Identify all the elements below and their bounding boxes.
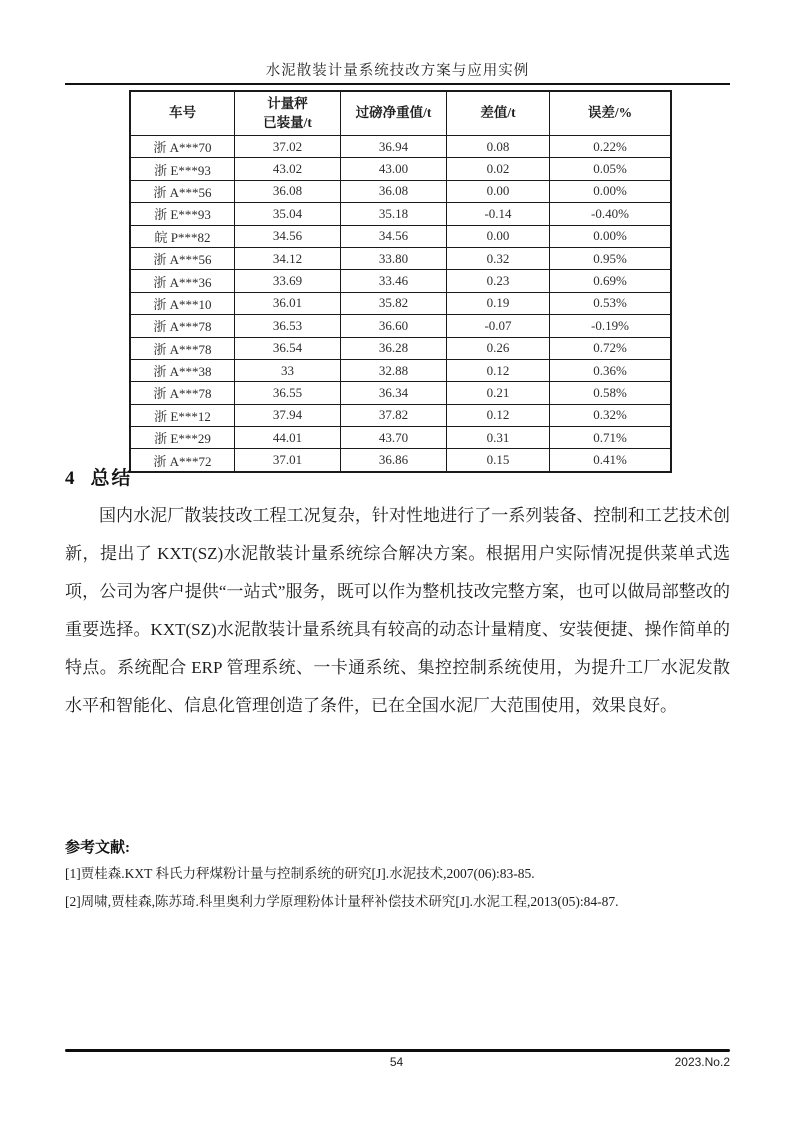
table-row (130, 404, 671, 426)
table-cell: 44.01 (235, 427, 341, 449)
table-row (130, 203, 671, 225)
table-cell: 32.88 (341, 359, 447, 381)
section-heading (65, 463, 133, 490)
column-header-vehicle-number: 车号 (130, 91, 235, 136)
table-cell: 0.69% (550, 270, 672, 292)
table-cell: -0.40% (550, 203, 672, 225)
table-row (130, 180, 671, 202)
column-header-scale-line2: 已装量/t (263, 114, 312, 130)
reference-item: [1]贾桂森.KXT 科氏力秤煤粉计量与控制系统的研究[J].水泥技术,2007(06):83-85. (65, 866, 535, 881)
table-cell: 浙 A***56 (130, 247, 235, 269)
references-list (65, 860, 730, 916)
table-cell: 34.12 (235, 247, 341, 269)
section-number: 4 (65, 468, 75, 489)
table-row (130, 315, 671, 337)
table-cell: 0.00 (447, 225, 550, 247)
table-cell: 0.15 (447, 449, 550, 472)
column-header-error-percent: 误差/% (550, 91, 672, 136)
table-cell: 0.71% (550, 427, 672, 449)
weighing-comparison-table (129, 90, 672, 473)
table-cell: 浙 A***36 (130, 270, 235, 292)
table-cell: 43.70 (341, 427, 447, 449)
table-cell: 37.94 (235, 404, 341, 426)
issue-label: 2023.No.2 (674, 1055, 730, 1069)
table-cell: 36.55 (235, 382, 341, 404)
table-cell: 33.46 (341, 270, 447, 292)
table-cell: 36.34 (341, 382, 447, 404)
table-cell: 36.01 (235, 292, 341, 314)
table-cell: 37.01 (235, 449, 341, 472)
footer-rule (65, 1049, 730, 1052)
table-cell: 0.95% (550, 247, 672, 269)
table-cell: 0.26 (447, 337, 550, 359)
table-cell: 0.72% (550, 337, 672, 359)
table-cell: 0.12 (447, 404, 550, 426)
table-body (130, 136, 671, 472)
table-cell: 36.94 (341, 136, 447, 158)
table-cell: 36.86 (341, 449, 447, 472)
table-row (130, 247, 671, 269)
table-cell: 43.02 (235, 158, 341, 180)
table-cell: 浙 A***78 (130, 337, 235, 359)
table-cell: 34.56 (341, 225, 447, 247)
table-cell: 0.53% (550, 292, 672, 314)
table-cell: 浙 A***78 (130, 382, 235, 404)
page-number: 54 (389, 1055, 404, 1069)
table-cell: 0.32% (550, 404, 672, 426)
table-cell: 37.82 (341, 404, 447, 426)
table-cell: 浙 A***78 (130, 315, 235, 337)
table-cell: 浙 A***70 (130, 136, 235, 158)
table-row (130, 225, 671, 247)
table-cell: 0.41% (550, 449, 672, 472)
table-cell: 0.22% (550, 136, 672, 158)
table-cell: 34.56 (235, 225, 341, 247)
table-cell: 33.69 (235, 270, 341, 292)
table-row (130, 427, 671, 449)
summary-paragraph: 国内水泥厂散装技改工程工况复杂，针对性地进行了一系列装备、控制和工艺技术创新，提出了 KXT(SZ)水泥散装计量系统综合解决方案。根据用户实际情况提供菜单式选项，公司为客户提供“一站式”服务，既可以作为整机技改完整方案，也可以做局部整改的重要选择。KXT(SZ)水泥散装计量系统具有较高的动态计量精度、安装便捷、操作简单的特点。系统配合 ERP 管理系统、一卡通系统、集控控制系统使用，为提升工厂水泥发散水平和智能化、信息化管理创造了条件，已在全国水泥厂大范围使用，效果良好。 (65, 506, 730, 715)
table-cell: 浙 A***56 (130, 180, 235, 202)
table-cell: 0.19 (447, 292, 550, 314)
table-cell: 37.02 (235, 136, 341, 158)
column-header-weighbridge-net: 过磅净重值/t (341, 91, 447, 136)
table-cell: 0.00% (550, 180, 672, 202)
table-cell: 0.12 (447, 359, 550, 381)
table-cell: 0.31 (447, 427, 550, 449)
table-cell: 35.04 (235, 203, 341, 225)
table-cell: 0.36% (550, 359, 672, 381)
table-row (130, 136, 671, 158)
table-row (130, 382, 671, 404)
table-cell: 浙 E***12 (130, 404, 235, 426)
table-cell: -0.19% (550, 315, 672, 337)
table-cell: 35.18 (341, 203, 447, 225)
table-header-row (130, 91, 671, 136)
table-row (130, 359, 671, 381)
table-cell: 35.82 (341, 292, 447, 314)
column-header-scale-line1: 计量秤 (267, 96, 308, 112)
table-cell: 36.08 (341, 180, 447, 202)
reference-item: [2]周啸,贾桂森,陈苏琦.科里奥利力学原理粉体计量秤补偿技术研究[J].水泥工程,2013(05):84-87. (65, 894, 619, 909)
table-cell: 43.00 (341, 158, 447, 180)
table-cell: 0.05% (550, 158, 672, 180)
table-cell: 36.53 (235, 315, 341, 337)
table-cell: 皖 P***82 (130, 225, 235, 247)
table-row (130, 292, 671, 314)
table-row (130, 158, 671, 180)
column-header-difference: 差值/t (447, 91, 550, 136)
table-cell: -0.07 (447, 315, 550, 337)
table-cell: 浙 A***10 (130, 292, 235, 314)
section-title: 总结 (90, 468, 133, 489)
table-cell: -0.14 (447, 203, 550, 225)
table-cell: 33.80 (341, 247, 447, 269)
table-row (130, 449, 671, 472)
table-row (130, 337, 671, 359)
table-cell: 0.02 (447, 158, 550, 180)
table-cell: 36.28 (341, 337, 447, 359)
table-cell: 0.23 (447, 270, 550, 292)
table-cell: 0.00 (447, 180, 550, 202)
table-cell: 0.00% (550, 225, 672, 247)
table-cell: 0.58% (550, 382, 672, 404)
table-cell: 浙 E***93 (130, 158, 235, 180)
table-cell: 36.08 (235, 180, 341, 202)
table-cell: 33 (235, 359, 341, 381)
table-cell: 浙 A***72 (130, 449, 235, 472)
column-header-scale-loaded (235, 91, 341, 136)
running-head-title: 水泥散装计量系统技改方案与应用实例 (265, 63, 530, 79)
table-cell: 浙 E***29 (130, 427, 235, 449)
table-cell: 0.21 (447, 382, 550, 404)
table-cell: 浙 E***93 (130, 203, 235, 225)
table-cell: 浙 A***38 (130, 359, 235, 381)
table-cell: 36.54 (235, 337, 341, 359)
header-rule (65, 83, 730, 85)
references-heading: 参考文献: (65, 840, 130, 856)
table-cell: 0.08 (447, 136, 550, 158)
table-row (130, 270, 671, 292)
table-cell: 0.32 (447, 247, 550, 269)
table-cell: 36.60 (341, 315, 447, 337)
